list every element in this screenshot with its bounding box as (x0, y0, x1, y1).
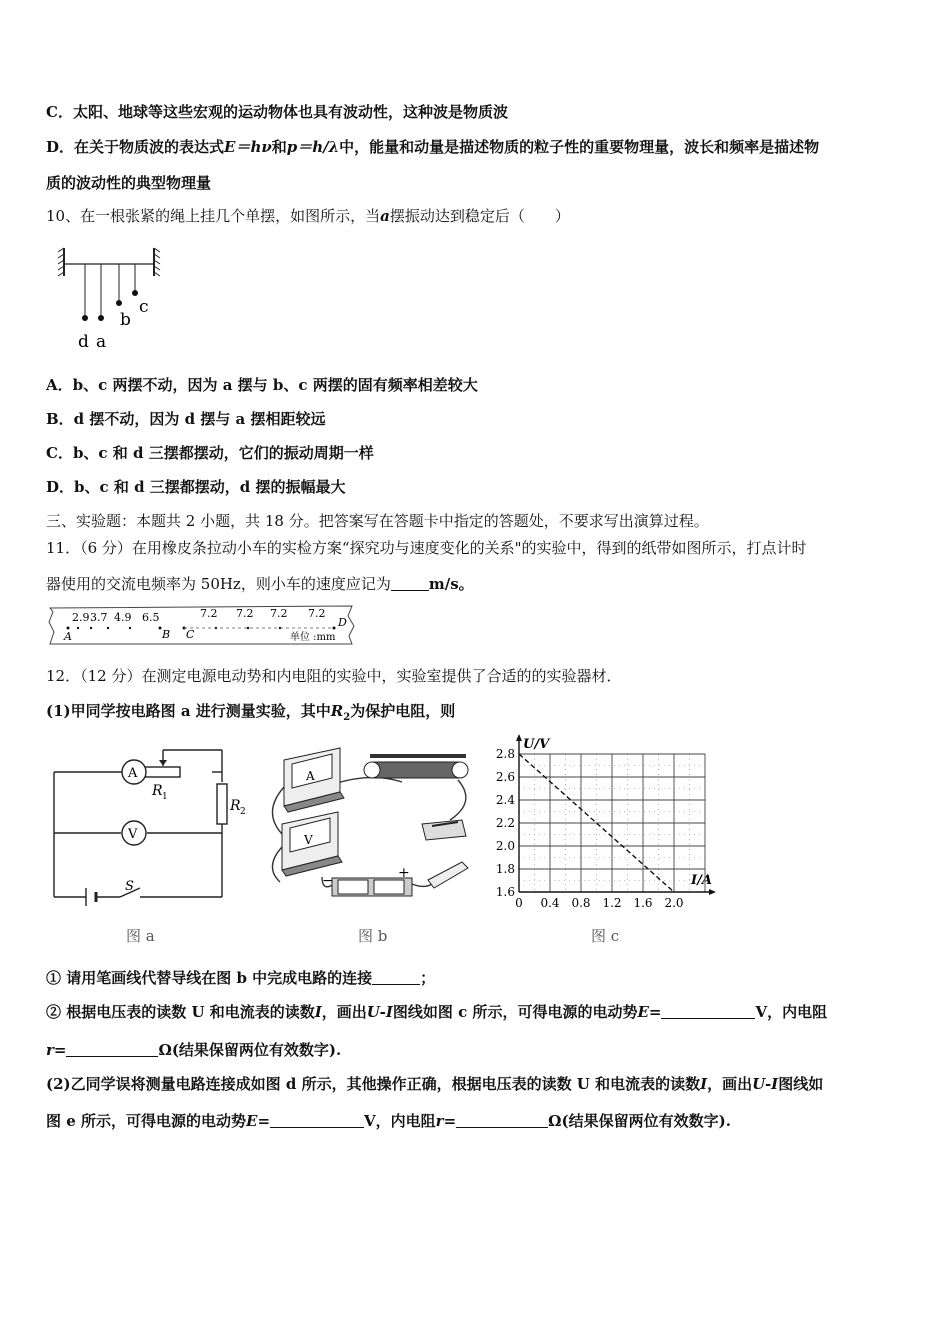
resistor-device (428, 862, 468, 888)
q10-option-c: C．b、c 和 d 三摆都摆动，它们的振动周期一样 (46, 444, 374, 462)
tape-point-c: C (186, 628, 195, 641)
q10-option-a: A．b、c 两摆不动，因为 a 摆与 b、c 两摆的固有频率相差较大 (46, 376, 478, 394)
q12-item2-i: I (314, 1003, 322, 1021)
y-tick-label: 2.0 (495, 839, 515, 853)
y-axis-arrow (516, 734, 522, 741)
y-tick-label: 1.8 (495, 862, 515, 876)
circuit-diagram-a (46, 742, 256, 952)
q12-part2-l2-eq2: = (443, 1112, 457, 1130)
q12-item1-post: ； (420, 969, 436, 987)
q12-part2-line2 (46, 1111, 731, 1131)
q12-stem: 12．（12 分）在测定电源电动势和内电阻的实验中，实验室提供了合适的的实验器材． (46, 667, 622, 685)
pendulum-a-bob (98, 315, 104, 321)
q12-item2-mid2: 图线如图 c 所示，可得电源的电动势 (392, 1003, 638, 1021)
switch-device (422, 820, 466, 840)
answer-blank-circuit[interactable] (372, 970, 420, 985)
q12-item2-line1 (46, 1002, 827, 1022)
q11-line1: 11．（6 分）在用橡皮条拉动小车的实检方案“探究功与速度变化的关系"的实验中，得到的纸带如图所示，打点计时 (46, 539, 807, 557)
answer-blank-emf-1[interactable] (661, 1004, 755, 1019)
caption-fig-c: 图 c (591, 927, 620, 945)
q12-part2-l2-e: E (246, 1112, 258, 1130)
caption-fig-a: 图 a (126, 927, 155, 945)
q12-part2-l2-post: Ω(结果保留两位有效数字). (548, 1112, 731, 1130)
voltmeter-label: V (128, 827, 138, 842)
switch-label: S (125, 879, 134, 894)
pendulum-d-bob (82, 315, 88, 321)
pendulum-figure (56, 246, 168, 356)
battery-plus: + (398, 865, 410, 881)
answer-blank-resistance-1[interactable] (66, 1042, 158, 1057)
q12-item1-pre: ① 请用笔画线代替导线在图 b 中完成电路的连接 (46, 969, 373, 987)
y-tick-label: 2.2 (495, 816, 515, 830)
q12-item2-req: = (53, 1041, 67, 1059)
graph-axes (516, 734, 716, 895)
q10-stem-a: a (380, 207, 390, 225)
graph-x-label: I/A (691, 873, 712, 888)
q12-part2-l2-r: r (435, 1112, 444, 1130)
q12-part2-line1 (46, 1074, 823, 1094)
formula-momentum: p＝h/λ (286, 138, 340, 156)
voltmeter-device (282, 812, 342, 876)
graph-grid (519, 754, 705, 892)
q12-part1-post: 为保护电阻，则 (350, 702, 456, 720)
q12-part2-l2-eq: = (257, 1112, 271, 1130)
q12-part1 (46, 701, 455, 728)
q12-item2-post: V，内电阻 (755, 1003, 828, 1021)
q9-option-c: C．太阳、地球等这些宏观的运动物体也具有波动性，这种波是物质波 (46, 103, 508, 121)
pendulum-b-bob (116, 300, 122, 306)
rheostat-r1 (142, 767, 180, 777)
q12-item2-e: E (637, 1003, 649, 1021)
tape-point-d: D (338, 616, 347, 629)
x-tick-label: 0.8 (571, 896, 591, 910)
tape-value-3: 4.9 (114, 611, 132, 624)
x-tick-label: 0 (515, 896, 523, 910)
q11-line2 (46, 574, 474, 594)
resistor-r2 (217, 784, 227, 824)
tape-value-4: 6.5 (142, 611, 160, 624)
graph-x-ticks (515, 896, 683, 910)
q12-part2-l1-pre: (2)乙同学误将测量电路连接成如图 d 所示，其他操作正确，根据电压表的读数 U 和电流表的读数 (46, 1075, 701, 1093)
answer-blank-resistance-2[interactable] (456, 1113, 548, 1128)
tape-point-a: A (64, 630, 72, 643)
q12-item2-line2 (46, 1040, 341, 1060)
q9-d-and: 和 (271, 138, 287, 156)
caption-fig-b: 图 b (358, 927, 388, 945)
q12-item2-pre: ② 根据电压表的读数 U 和电流表的读数 (46, 1003, 315, 1021)
x-tick-label: 1.6 (633, 896, 653, 910)
tape-value-8: 7.2 (308, 607, 326, 620)
q9-option-d-line1 (46, 137, 819, 157)
formula-energy: E＝hν (224, 138, 272, 156)
tape-value-5: 7.2 (200, 607, 218, 620)
q12-part2-l1-i: I (700, 1075, 708, 1093)
tape-value-2: 3.7 (90, 611, 108, 624)
r2-sub: 2 (240, 807, 246, 817)
device-ammeter-label: A (306, 769, 315, 783)
battery-minus: − (322, 873, 334, 889)
q12-item2-rpost: Ω(结果保留两位有效数字). (158, 1041, 342, 1059)
q10-stem-pre: 10、在一根张紧的绳上挂几个单摆，如图所示，当 (46, 207, 381, 225)
answer-blank-emf-2[interactable] (270, 1113, 364, 1128)
q12-part2-l2-mid: V，内电阻 (364, 1112, 436, 1130)
y-tick-label: 1.6 (495, 885, 515, 899)
section-heading: 三、实验题：本题共 2 小题，共 18 分。把答案写在答题卡中指定的答题处，不要求写出演算过程。 (46, 512, 709, 530)
label-d: d (78, 332, 89, 352)
q12-item2-r: r (46, 1041, 54, 1059)
q12-part2-l2-pre: 图 e 所示，可得电源的电动势 (46, 1112, 246, 1130)
r2-label: R (230, 798, 241, 814)
tape-value-6: 7.2 (236, 607, 254, 620)
q12-part1-pre: (1)甲同学按电路图 a 进行测量实验，其中 (46, 702, 331, 720)
x-tick-label: 0.4 (540, 896, 560, 910)
label-c: c (139, 297, 149, 317)
graph-y-ticks (496, 747, 515, 899)
q9-d-post: 中，能量和动量是描述物质的粒子性的重要物理量，波长和频率是描述物 (339, 138, 820, 156)
ammeter-device (284, 748, 344, 812)
q11-line2-post: m/s。 (428, 575, 474, 593)
q9-d-pre: D．在关于物质波的表达式 (46, 138, 225, 156)
pendulum-c-bob (132, 290, 138, 296)
tape-point-b: B (162, 628, 171, 641)
graph-y-label: U/V (523, 737, 550, 752)
q10-stem-post: 摆振动达到稳定后（ ） (389, 207, 570, 225)
x-tick-label: 1.2 (602, 896, 622, 910)
q10-option-b: B．d 摆不动，因为 d 摆与 a 摆相距较远 (46, 410, 326, 428)
label-a: a (96, 332, 107, 352)
q10-stem (46, 206, 570, 226)
r1-label: R (152, 783, 163, 799)
rheostat-device (364, 754, 468, 778)
y-tick-label: 2.6 (495, 770, 515, 784)
tape-value-7: 7.2 (270, 607, 288, 620)
y-tick-label: 2.8 (495, 747, 515, 761)
x-axis-arrow (709, 889, 716, 895)
q12-item1 (46, 968, 435, 988)
label-b: b (120, 310, 131, 330)
q12-item2-eq: = (648, 1003, 662, 1021)
paper-tape-figure (46, 604, 358, 646)
ui-graph-c (487, 732, 717, 952)
x-tick-label: 2.0 (664, 896, 684, 910)
y-tick-label: 2.4 (495, 793, 515, 807)
q12-part1-r2-sub: 2 (343, 712, 351, 723)
r1-sub: 1 (162, 792, 168, 802)
q9-option-d-line2: 质的波动性的典型物理量 (46, 174, 212, 192)
tape-value-1: 2.9 (72, 611, 90, 624)
apparatus-diagram-b (262, 742, 482, 952)
ammeter-label: A (128, 766, 138, 781)
q12-part1-r2: R (330, 702, 344, 720)
q11-line2-pre: 器使用的交流电频率为 50Hz，则小车的速度应记为 (46, 575, 391, 593)
q12-part2-l1-ui: U-I (752, 1075, 779, 1093)
answer-blank-velocity[interactable] (391, 576, 429, 591)
device-voltmeter-label: V (304, 833, 313, 847)
q12-part2-l1-mid: ，画出 (707, 1075, 753, 1093)
q12-item2-ui: U-I (366, 1003, 393, 1021)
q12-part2-l1-post: 图线如 (778, 1075, 824, 1093)
q12-item2-mid1: ，画出 (321, 1003, 367, 1021)
battery-device (322, 865, 412, 896)
tape-unit: 单位 :mm (290, 632, 336, 643)
q10-option-d: D．b、c 和 d 三摆都摆动，d 摆的振幅最大 (46, 478, 346, 496)
